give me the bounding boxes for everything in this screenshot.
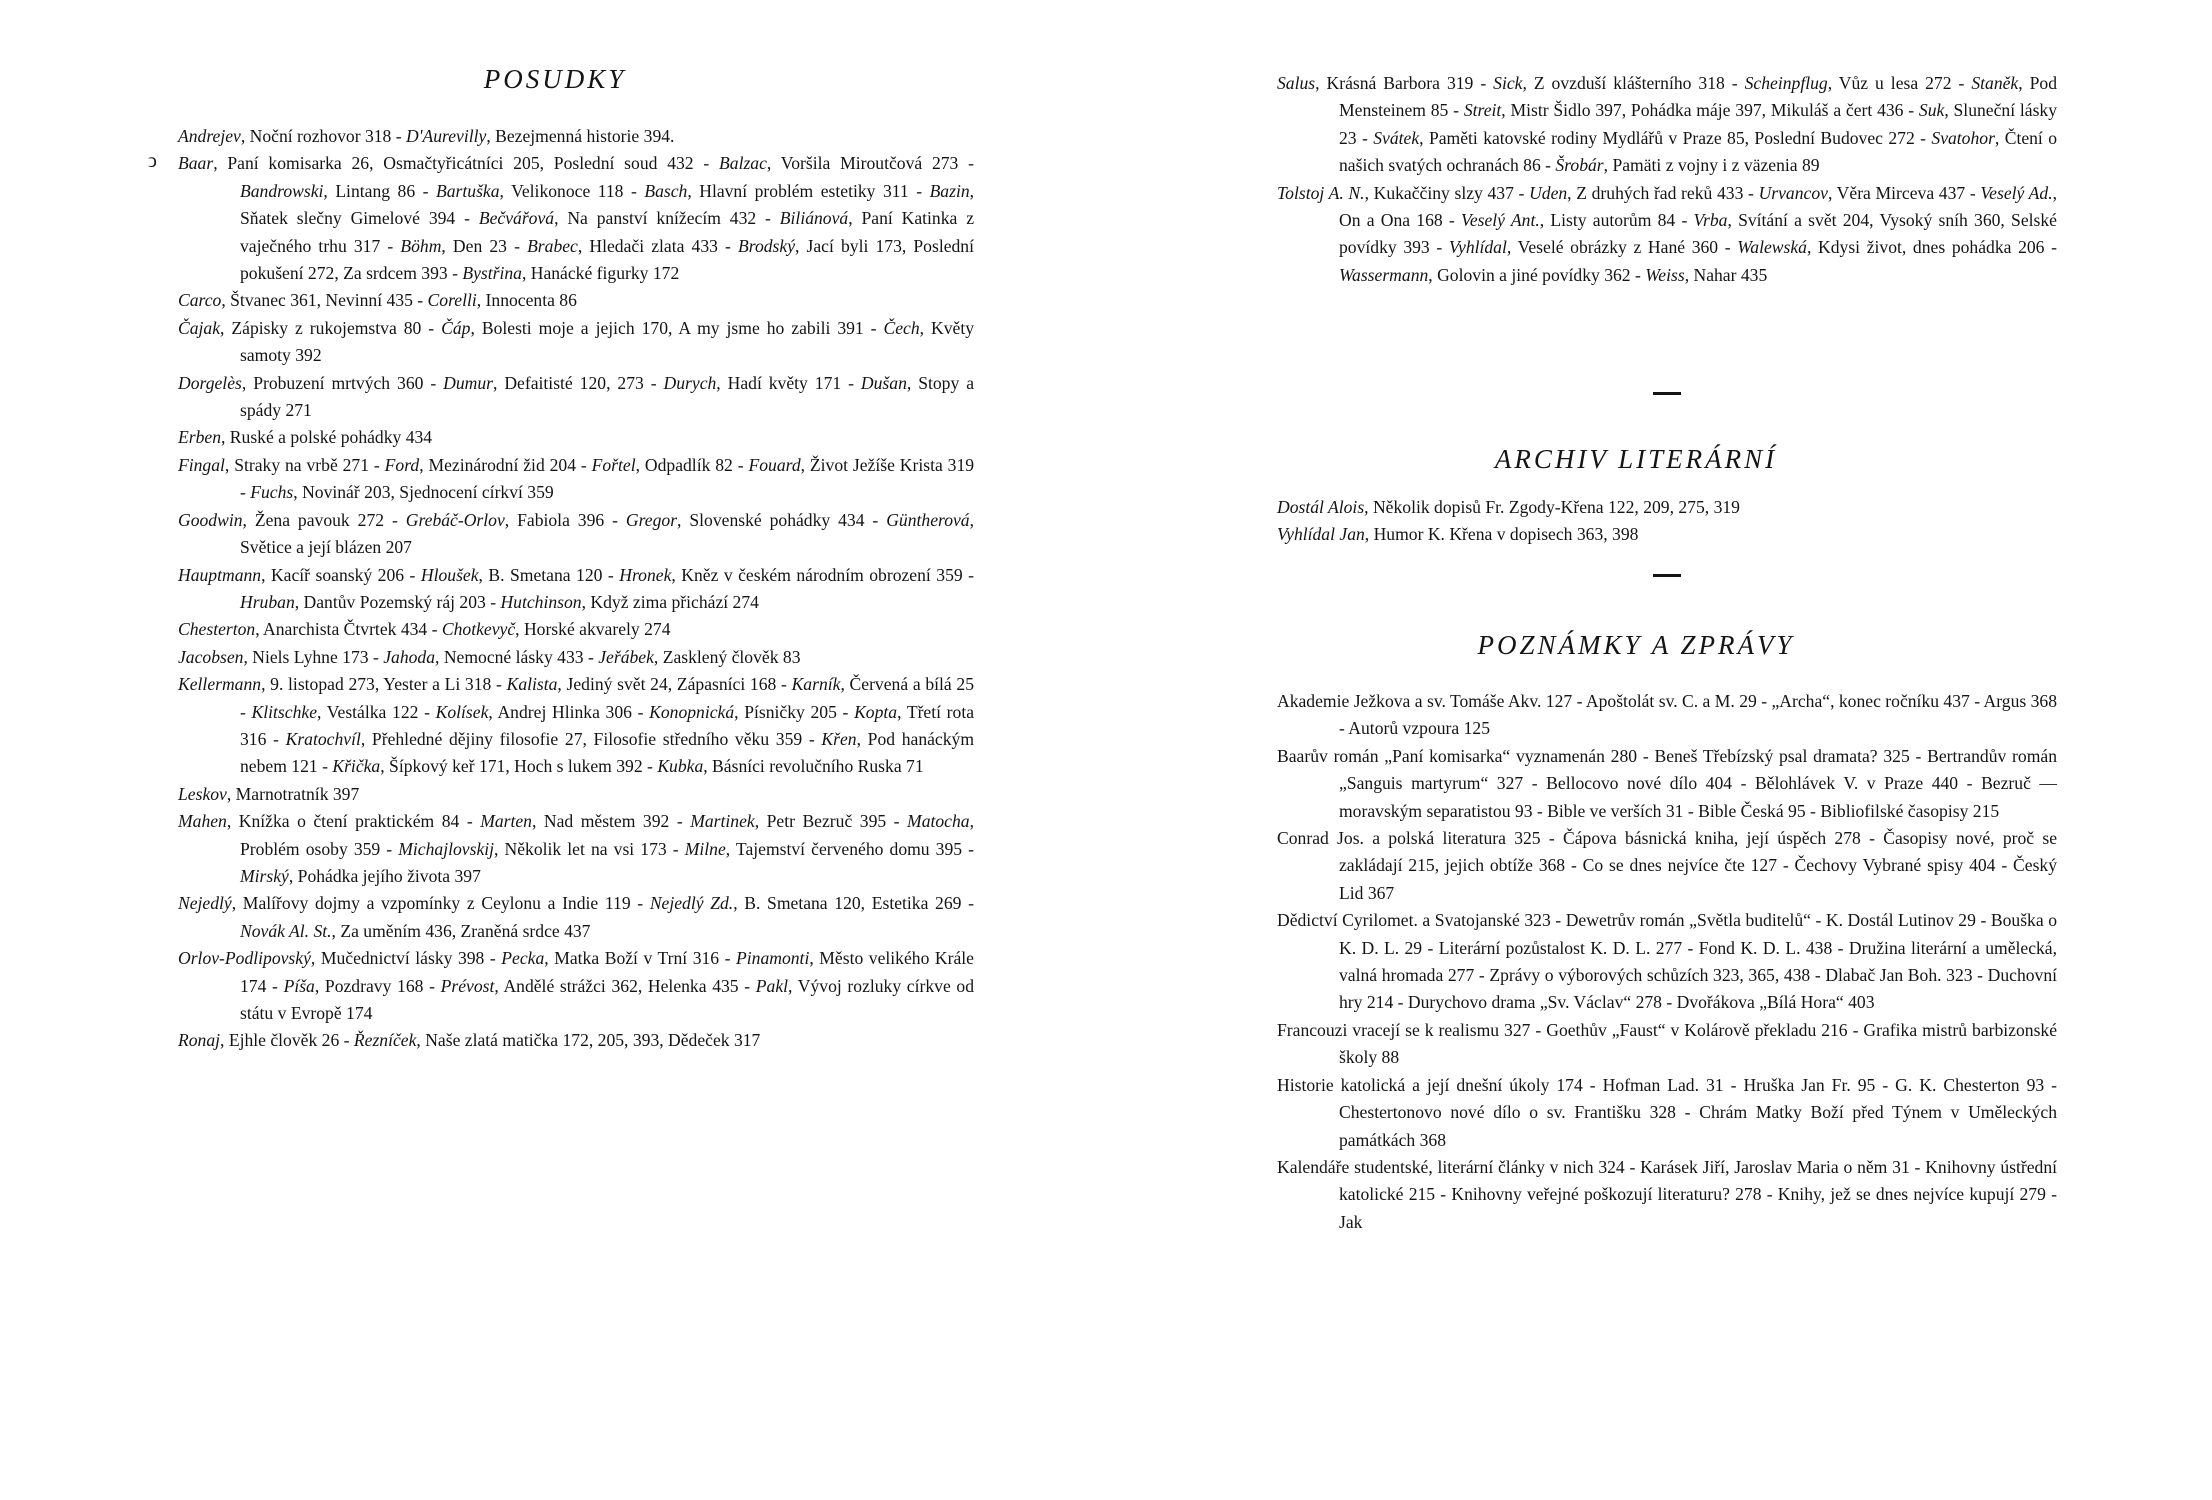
index-entry: Ronaj, Ejhle člověk 26 - Řezníček, Naše zlatá matička 172, 205, 393, Dědeček 317 <box>178 1030 761 1051</box>
index-entry: Tolstoj A. N., Kukaččiny slzy 437 - Uden, Z druhých řad reků 433 - Urvancov, Věra Mirceva 437 - Veselý Ad., On a Ona 168 - Veselý Ant., Listy autorům 84 - Vrba, Svítání a svět 204, Vysoký sníh 360, Selské povídky 393 - Vyhlídal, Veselé obrázky z Hané 360 - Walewská, Kdysi život, dnes pohádka 206 - Wassermann, Golovin a jiné povídky 362 - Weiss, Nahar 435 <box>1277 182 2058 285</box>
index-entry: Francouzi vracejí se k realismu 327 - Goethův „Faust“ v Kolárově překladu 216 - Grafika mistrů barbizonské školy 88 <box>1277 1019 2058 1068</box>
index-entry: Jacobsen, Niels Lyhne 173 - Jahoda, Nemocné lásky 433 - Jeřábek, Zasklený člověk 83 <box>178 646 801 667</box>
index-entry: Fingal, Straky na vrbě 271 - Ford, Mezinárodní žid 204 - Fořtel, Odpadlík 82 - Fouard, Život Ježíše Krista 319 - Fuchs, Novinář 203, Sjednocení církví 359 <box>178 454 975 503</box>
index-entry: Historie katolická a její dnešní úkoly 174 - Hofman Lad. 31 - Hruška Jan Fr. 95 - G. K. Chesterton 93 - Chestertonovo nové dílo o sv. Františku 328 - Chrám Matky Boží před Týnem v Uměleckých památkách 368 <box>1277 1074 2058 1150</box>
posudky-heading: POSUDKY <box>483 64 627 94</box>
index-entry: Čajak, Zápisky z rukojemstva 80 - Čáp, Bolesti moje a jejich 170, A my jsme ho zabili 391 - Čech, Květy samoty 392 <box>178 317 975 366</box>
index-entry: Dědictví Cyrilomet. a Svatojanské 323 - Dewetrův román „Světla buditelů“ - K. Dostál Lutinov 29 - Bouška o K. D. L. 29 - Literární pozůstalost K. D. L. 277 - Fond K. D. L. 438 - Družina literární a umělecká, valná hromada 277 - Zprávy o výborových schůzích 323, 365, 438 - Dlabač Jan Boh. 323 - Duchovní hry 214 - Durychovo drama „Sv. Václav“ 278 - Dvořákova „Bílá Hora“ 403 <box>1277 910 2058 1013</box>
poznamky-heading: POZNÁMKY A ZPRÁVY <box>1477 630 1795 660</box>
archiv-list <box>1277 494 2057 549</box>
index-entry: Kalendáře studentské, literární články v nich 324 - Karásek Jiří, Jaroslav Maria o něm 31 - Knihovny ústřední katolické 215 - Knihovny veřejné poškozují literaturu? 278 - Knihy, jež se dnes nejvíce kupují 279 - Jak <box>1277 1156 2058 1232</box>
index-entry: Chesterton, Anarchista Čtvrtek 434 - Chotkevyč, Horské akvarely 274 <box>178 619 671 640</box>
index-entry: Akademie Ježkova a sv. Tomáše Akv. 127 - Apoštolát sv. C. a M. 29 - „Archa“, konec ročníku 437 - Argus 368 - Autorů vzpoura 125 <box>1277 691 2058 739</box>
index-entry: Leskov, Marnotratník 397 <box>178 783 360 804</box>
section-rule-2 <box>1653 574 1681 577</box>
index-entry: Erben, Ruské a polské pohádky 434 <box>178 427 433 448</box>
index-entry: Kellermann, 9. listopad 273, Yester a Li 318 - Kalista, Jediný svět 24, Zápasníci 168 - Karník, Červená a bílá 25 - Klitschke, Vestálka 122 - Kolísek, Andrej Hlinka 306 - Konopnická, Písničky 205 - Kopta, Třetí rota 316 - Kratochvíl, Přehledné dějiny filosofie 27, Filosofie středního věku 359 - Křen, Pod hanáckým nebem 121 - Křička, Šípkový keř 171, Hoch s lukem 392 - Kubka, Básníci revolučního Ruska 71 <box>178 674 975 777</box>
index-entry: Orlov-Podlipovský, Mučednictví lásky 398 - Pecka, Matka Boží v Trní 316 - Pinamonti, Město velikého Krále 174 - Píša, Pozdravy 168 - Prévost, Andělé strážci 362, Helenka 435 - Pakl, Vývoj rozluky církve od státu v Evropě 174 <box>178 948 975 1023</box>
index-entry: Goodwin, Žena pavouk 272 - Grebáč-Orlov, Fabiola 396 - Gregor, Slovenské pohádky 434 - Güntherová, Světice a její blázen 207 <box>178 509 975 558</box>
index-entry: Dorgelès, Probuzení mrtvých 360 - Dumur, Defaitisté 120, 273 - Durych, Hadí květy 171 - Dušan, Stopy a spády 271 <box>178 372 975 421</box>
posudky-continued-list <box>1277 70 2057 289</box>
posudky-list <box>178 123 974 1055</box>
poznamky-list <box>1277 688 2057 1236</box>
index-entry: Mahen, Knížka o čtení praktickém 84 - Marten, Nad městem 392 - Martinek, Petr Bezruč 395 - Matocha, Problém osoby 359 - Michajlovskij, Několik let na vsi 173 - Milne, Tajemství červeného domu 395 - Mirský, Pohádka jejího života 397 <box>178 811 975 886</box>
index-entry: Baar, Paní komisarka 26, Osmačtyřicátníci 205, Poslední soud 432 - Balzac, Voršila Miroutčová 273 - Bandrowski, Lintang 86 - Bartuška, Velikonoce 118 - Basch, Hlavní problém estetiky 311 - Bazin, Sňatek slečny Gimelové 394 - Bečvářová, Na panství knížecím 432 - Biliánová, Paní Katinka z vaječného trhu 317 - Böhm, Den 23 - Brabec, Hledači zlata 433 - Brodský, Jací byli 173, Poslední pokušení 272, Za srdcem 393 - Bystřina, Hanácké figurky 172 <box>178 153 975 284</box>
index-entry: Conrad Jos. a polská literatura 325 - Čápova básnická kniha, její úspěch 278 - Časopisy nové, proč se zakládají 215, jejich obtíže 368 - Co se dnes nejvíce čte 127 - Čechovy Vybrané spisy 404 - Český Lid 367 <box>1277 828 2058 903</box>
index-entry: Nejedlý, Malířovy dojmy a vzpomínky z Ceylonu a Indie 119 - Nejedlý Zd., B. Smetana 120, Estetika 269 - Novák Al. St., Za uměním 436, Zraněná srdce 437 <box>178 893 974 941</box>
index-entry: Andrejev, Noční rozhovor 318 - D'Aurevilly, Bezejmenná historie 394. <box>178 126 675 146</box>
archiv-heading: ARCHIV LITERÁRNÍ <box>1494 444 1778 474</box>
index-entry: Hauptmann, Kacíř soanský 206 - Hloušek, B. Smetana 120 - Hronek, Kněz v českém národním obrození 359 - Hruban, Dantův Pozemský ráj 203 - Hutchinson, Když zima přichází 274 <box>178 564 975 612</box>
right-page <box>1106 0 2212 1500</box>
index-entry: Dostál Alois, Několik dopisů Fr. Zgody-Křena 122, 209, 275, 319 <box>1277 497 1740 517</box>
section-rule-1 <box>1653 392 1681 395</box>
index-entry: Baarův román „Paní komisarka“ vyznamenán 280 - Beneš Třebízský psal dramata? 325 - Bertrandův román „Sanguis martyrum“ 327 - Bellocovo nové dílo 404 - Bělohlávek V. v Praze 440 - Bezruč — moravským separatistou 93 - Bible ve verších 31 - Bible Česká 95 - Bibliofilské časopisy 215 <box>1277 745 2058 821</box>
index-entry: Vyhlídal Jan, Humor K. Křena v dopisech 363, 398 <box>1277 524 1639 545</box>
index-entry: Carco, Štvanec 361, Nevinní 435 - Corelli, Innocenta 86 <box>178 290 577 311</box>
margin-mark: ↄ <box>148 150 157 172</box>
index-entry: Salus, Krásná Barbora 319 - Sick, Z ovzduší klášterního 318 - Scheinpflug, Vůz u lesa 272 - Staněk, Pod Mensteinem 85 - Streit, Mistr Šidlo 397, Pohádka máje 397, Mikuláš a čert 436 - Suk, Sluneční lásky 23 - Svátek, Paměti katovské rodiny Mydlářů v Praze 85, Poslední Budovec 272 - Svatohor, Čtení o našich svatých ochranách 86 - Šrobár, Pamäti z vojny i z väzenia 89 <box>1277 73 2058 176</box>
